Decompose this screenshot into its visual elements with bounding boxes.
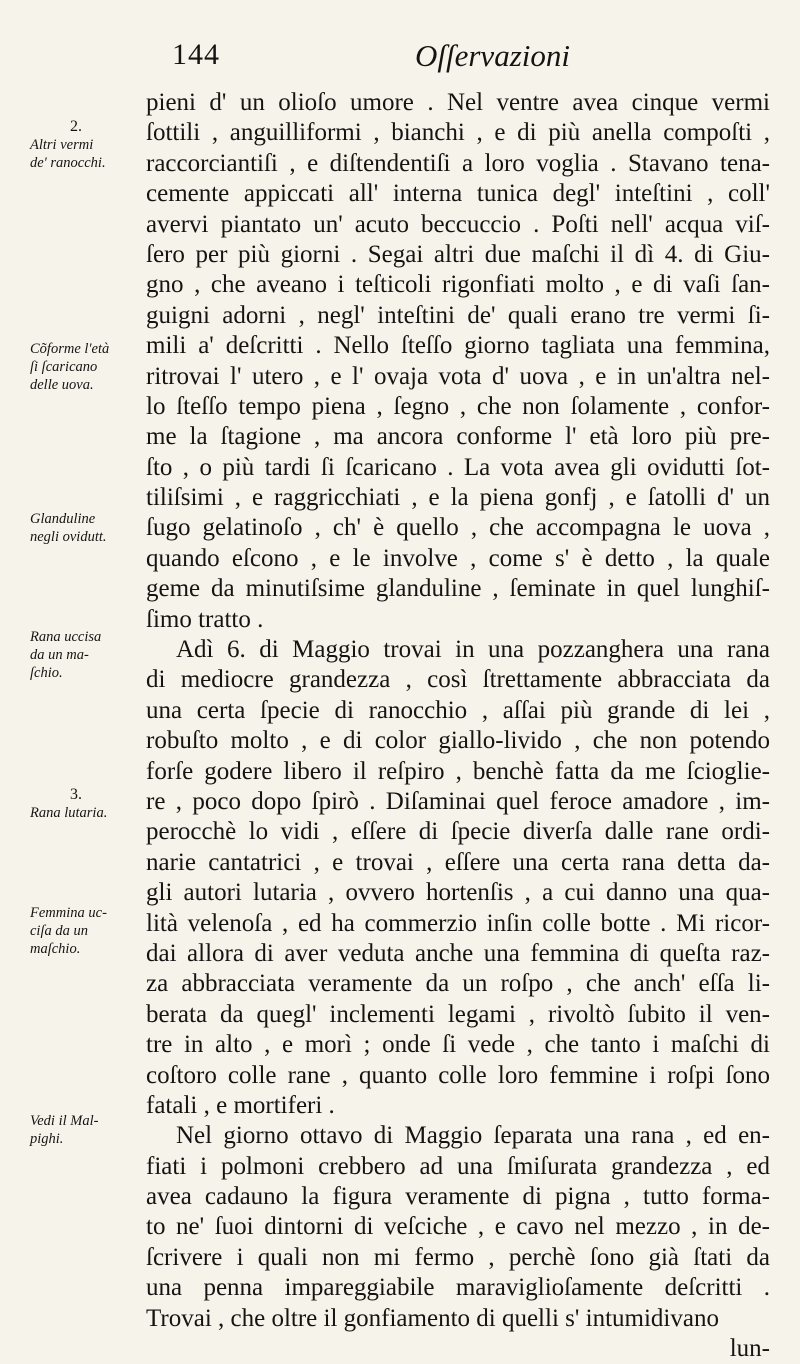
margin-note-line: Vedi il Mal- xyxy=(30,1113,99,1129)
text-line: avea cadauno la figura veramente di pigna , tutto forma- xyxy=(146,1183,770,1211)
running-title: Oſſervazioni xyxy=(415,38,570,73)
text-line: lità velenoſa , ed ha commerzio inſin colle botte . Mi ricor- xyxy=(146,909,770,937)
margin-note xyxy=(30,1112,148,1148)
text-line: gno , che aveano i teſticoli rigonfiati molto , e di vaſi ſan- xyxy=(146,271,770,299)
margin-note-line: Glanduline xyxy=(30,511,96,527)
text-line: coſtoro colle rane , quanto colle loro femmine i roſpi ſono xyxy=(146,1061,770,1089)
text-line: fatali , e mortiferi . xyxy=(146,1091,335,1119)
text-line: quando eſcono , e le involve , come s' è detto , la quale xyxy=(146,544,770,572)
margin-note-line: ciſa da un xyxy=(30,923,88,939)
margin-note-line: Rana uccisa xyxy=(30,629,102,645)
text-line: avervi piantato un' acuto beccuccio . Poſti nell' acqua viſ- xyxy=(146,210,770,238)
margin-note-line: ſi ſcaricano xyxy=(30,359,98,375)
text-line: pieni d' un olioſo umore . Nel ventre avea cinque vermi xyxy=(146,89,770,116)
margin-note-line: de' ranocchi. xyxy=(30,155,106,171)
text-line: ritrovai l' utero , e l' ovaja vota d' uova , e in un'altra nel- xyxy=(146,362,770,390)
margin-note-line: maſchio. xyxy=(30,941,81,957)
page-number: 144 xyxy=(172,38,220,71)
margin-note-line: negli ovidutt. xyxy=(30,529,107,545)
text-line: ſottili , anguilliformi , bianchi , e di più anella compoſti , xyxy=(146,119,770,147)
margin-note-line: Femmina uc- xyxy=(30,905,107,921)
text-line: raccorciantiſi , e diſtendentiſi a loro voglia . Stavano tena- xyxy=(146,149,770,177)
margin-note xyxy=(30,804,148,822)
text-line: dai allora di aver veduta anche una femmina di queſta raz- xyxy=(146,939,770,967)
margin-note xyxy=(30,904,148,958)
text-line: lo ſteſſo tempo piena , ſegno , che non ſolamente , confor- xyxy=(146,392,770,420)
text-line: ſcrivere i quali non mi fermo , perchè ſono già ſtati da xyxy=(146,1243,770,1271)
text-line: una penna impareggiabile maraviglioſamente deſcritti . xyxy=(146,1274,770,1302)
text-line: narie cantatrici , e trovai , eſſere una certa rana detta da- xyxy=(146,848,770,876)
margin-note xyxy=(30,628,148,682)
margin-note-line: Cõforme l'età xyxy=(30,341,110,357)
text-line: gli autori lutaria , ovvero hortenſis , a cui danno una qua- xyxy=(146,879,770,907)
text-line: di mediocre grandezza , così ſtrettamente abbracciata da xyxy=(146,666,770,694)
page-header xyxy=(150,38,770,78)
text-line: Adì 6. di Maggio trovai in una pozzanghera una rana xyxy=(176,636,770,664)
margin-note-line: Rana lutaria. xyxy=(30,805,108,821)
text-line: geme da minutiſsime glanduline , ſeminate in quel lunghiſ- xyxy=(146,575,770,603)
text-line: forſe godere libero il reſpiro , benchè fatta da me ſcioglie- xyxy=(146,757,770,785)
margin-note-line: delle uova. xyxy=(30,377,94,393)
margin-note xyxy=(30,510,148,546)
text-line: tre in alto , e morì ; onde ſi vede , che tanto i maſchi di xyxy=(146,1031,770,1059)
body-text xyxy=(146,88,770,1364)
margin-note-line: ſchio. xyxy=(30,665,63,681)
text-line: cemente appiccati all' interna tunica degl' inteſtini , coll' xyxy=(146,180,770,208)
text-line: ſugo gelatinoſo , ch' è quello , che accompagna le uova , xyxy=(146,514,770,542)
margin-note-number: 2. xyxy=(70,118,82,135)
catchword: lun- xyxy=(729,1335,770,1363)
text-line: me la ſtagione , ma ancora conforme l' età loro più pre- xyxy=(146,423,770,451)
text-line: perocchè lo vidi , eſſere di ſpecie diverſa dalle rane ordi- xyxy=(146,818,770,846)
text-line: mili a' deſcritti . Nello ſteſſo giorno tagliata una femmina, xyxy=(146,332,770,360)
text-line: guigni adorni , negl' inteſtini de' quali erano tre vermi ſi- xyxy=(146,301,770,329)
text-line: Trovai , che oltre il gonfiamento di quelli s' intumidivano xyxy=(146,1304,719,1332)
text-line: fiati i polmoni crebbero ad una ſmiſurata grandezza , ed xyxy=(146,1152,770,1180)
text-line: ſero per più giorni . Segai altri due maſchi il dì 4. di Giu- xyxy=(146,240,770,268)
text-line: re , poco dopo ſpirò . Diſaminai quel feroce amadore , im- xyxy=(146,787,770,815)
margin-note xyxy=(30,340,148,394)
text-line: ſto , o più tardi ſi ſcaricano . La vota avea gli ovidutti ſot- xyxy=(146,453,770,481)
text-line: berata da quegl' inclementi legami , rivoltò ſubito il ven- xyxy=(146,1000,770,1028)
text-line: to ne' ſuoi dintorni di veſciche , e cavo nel mezzo , in de- xyxy=(146,1213,770,1241)
margin-note-number: 3. xyxy=(70,786,82,803)
text-line: Nel giorno ottavo di Maggio ſeparata una rana , ed en- xyxy=(176,1122,770,1150)
margin-notes xyxy=(0,0,145,1262)
text-line: una certa ſpecie di ranocchio , aſſai più grande di lei , xyxy=(146,696,770,724)
margin-note xyxy=(30,136,148,172)
text-line: ſimo tratto . xyxy=(146,605,264,633)
text-line: tiliſsimi , e raggricchiati , e la piena gonfj , e ſatolli d' un xyxy=(146,484,770,512)
text-line: za abbracciata veramente da un roſpo , che anch' eſſa li- xyxy=(146,970,770,998)
text-line: robuſto molto , e di color giallo-livido , che non potendo xyxy=(146,727,770,755)
margin-note-line: pighi. xyxy=(30,1131,64,1147)
margin-note-line: Altri vermi xyxy=(30,137,94,153)
margin-note-line: da un ma- xyxy=(30,647,89,663)
